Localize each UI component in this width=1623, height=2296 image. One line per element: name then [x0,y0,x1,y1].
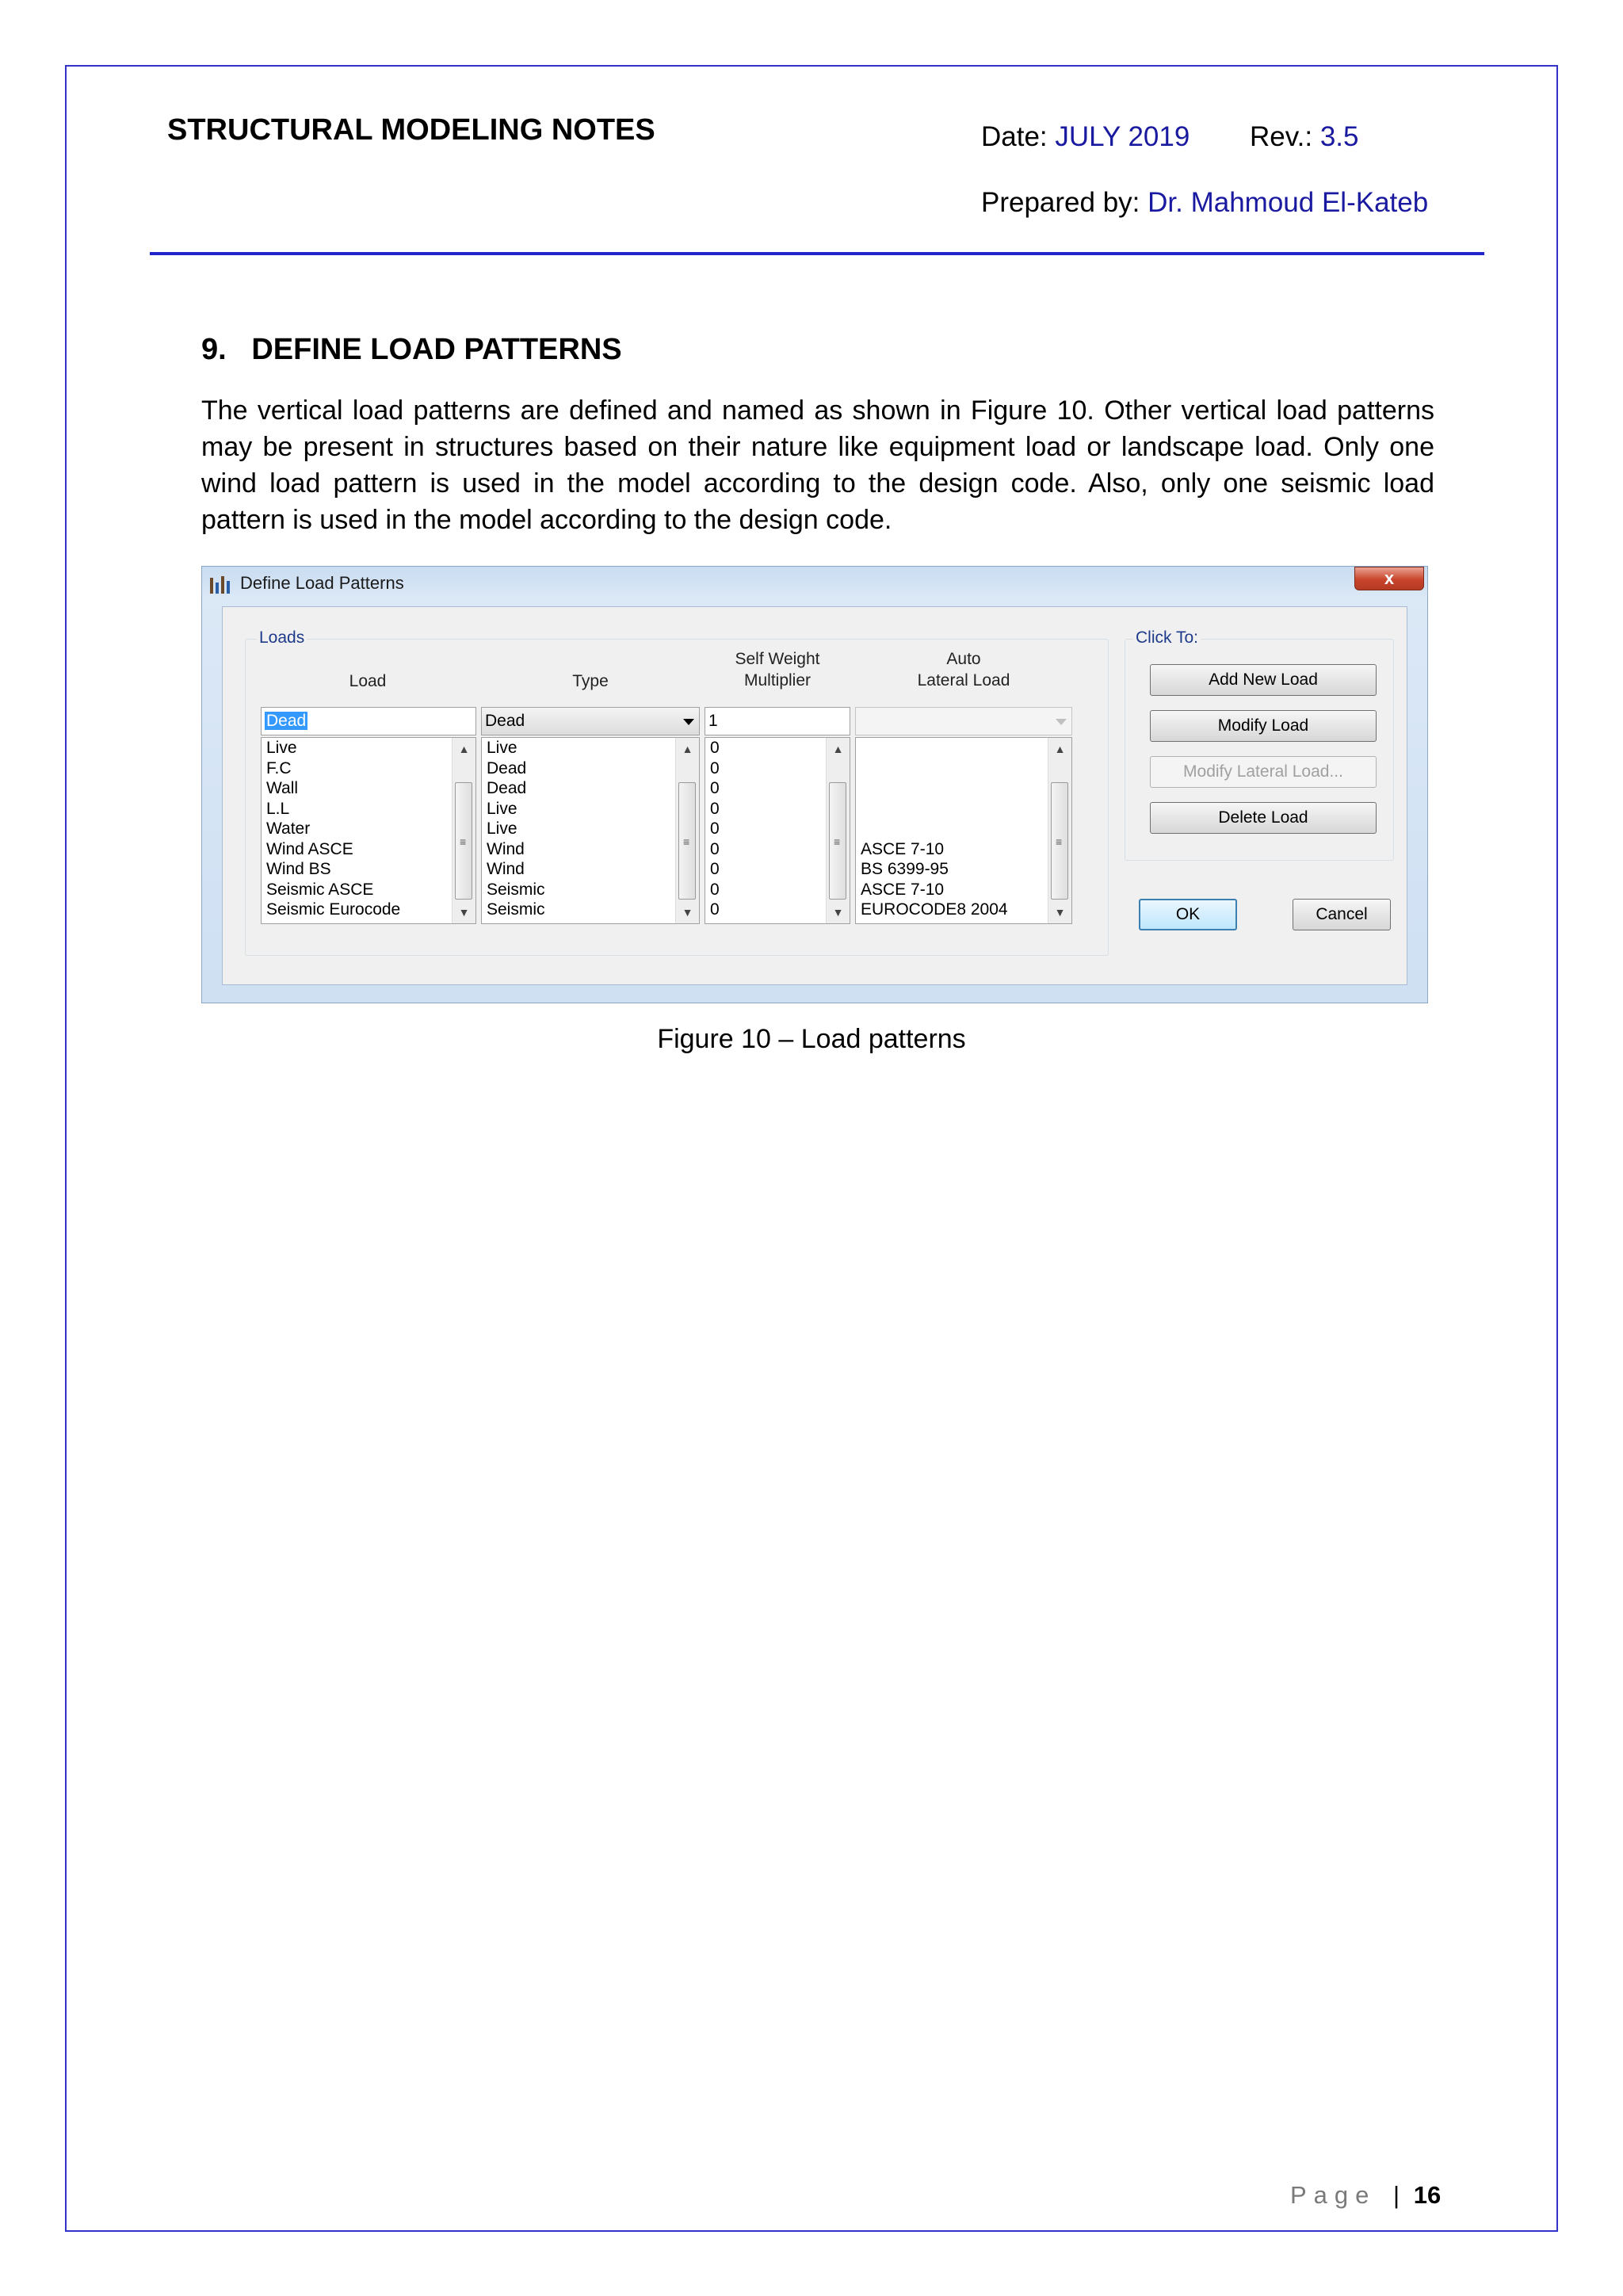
modify-lateral-load-button[interactable]: Modify Lateral Load... [1150,756,1377,788]
list-item[interactable]: 0 [710,739,720,757]
list-item[interactable]: Live [487,739,517,757]
list-item[interactable]: 0 [710,819,720,838]
page-number: 16 [1413,2181,1442,2209]
scroll-thumb[interactable] [1051,782,1068,900]
list-item[interactable]: EUROCODE8 2004 [861,900,1008,919]
load-list[interactable] [261,737,476,924]
column-header-load: Load [349,672,387,690]
column-header-type: Type [572,672,609,690]
type-list-items [482,738,699,920]
scroll-up-icon[interactable]: ▲ [682,743,693,755]
load-name-input[interactable] [261,707,476,735]
document-title: STRUCTURAL MODELING NOTES [167,113,655,147]
list-item[interactable]: 0 [710,880,720,899]
dialog-client-area [222,606,1407,985]
auto-lateral-list[interactable] [855,737,1072,924]
list-item[interactable]: BS 6399-95 [861,860,949,878]
figure-caption: Figure 10 – Load patterns [657,1024,966,1054]
list-item[interactable]: 0 [710,799,720,818]
scroll-down-icon[interactable]: ▼ [832,906,844,919]
header-date [981,121,1190,153]
grip-icon: ≡ [1056,835,1063,848]
dialog-title: Define Load Patterns [240,573,404,593]
list-item[interactable]: Wind [487,860,525,878]
list-item[interactable]: Wall [266,779,299,797]
self-weight-multiplier-input[interactable] [705,707,850,735]
auto-lateral-load-select[interactable] [855,707,1072,735]
list-item[interactable]: Wind ASCE [266,839,353,858]
scroll-thumb[interactable] [455,782,472,900]
list-item[interactable]: ASCE 7-10 [861,880,945,899]
scroll-thumb[interactable] [678,782,696,900]
header-revision [1250,121,1358,153]
scroll-up-icon[interactable]: ▲ [1054,743,1066,755]
list-item[interactable]: Wind [487,839,525,858]
rev-label: Rev.: [1250,121,1313,152]
load-name-value: Dead [266,712,307,730]
list-item[interactable]: Live [487,819,517,838]
list-item[interactable]: Live [266,739,297,757]
header-prepared-by [981,187,1428,219]
list-item[interactable]: Seismic [487,880,545,899]
list-item[interactable]: F.C [266,758,292,777]
define-load-patterns-dialog [201,566,1428,1003]
type-list[interactable] [481,737,700,924]
close-button[interactable]: x [1354,567,1424,590]
multiplier-list[interactable] [705,737,850,924]
list-item[interactable]: Seismic [487,900,545,919]
cancel-button[interactable]: Cancel [1293,899,1391,930]
prepared-label: Prepared by: [981,187,1140,218]
prepared-value: Dr. Mahmoud El-Kateb [1148,187,1429,218]
list-item[interactable]: Seismic ASCE [266,880,374,899]
auto-header-line-1: Auto [946,650,981,668]
scroll-down-icon[interactable]: ▼ [1054,906,1066,919]
load-type-select[interactable] [481,707,700,735]
date-value: JULY 2019 [1055,121,1190,152]
list-item[interactable]: Seismic Eurocode [266,900,401,919]
list-item[interactable]: Wind BS [266,860,331,878]
auto-header-line-2: Lateral Load [917,671,1010,690]
ok-button[interactable]: OK [1139,899,1237,930]
page-label: Page [1290,2181,1377,2209]
footer-separator: | [1393,2181,1400,2209]
scroll-down-icon[interactable]: ▼ [682,906,693,919]
list-item[interactable]: Dead [487,758,527,777]
date-label: Date: [981,121,1048,152]
list-item[interactable]: 0 [710,758,720,777]
list-item[interactable]: 0 [710,839,720,858]
multiplier-value: 1 [708,712,718,730]
list-item[interactable]: Water [266,819,311,838]
list-item[interactable] [856,799,1071,819]
scrollbar[interactable] [1048,738,1071,923]
list-item[interactable]: 0 [710,779,720,797]
click-to-label: Click To: [1133,628,1201,648]
list-item[interactable]: ASCE 7-10 [861,839,945,858]
rev-value: 3.5 [1319,121,1359,152]
scrollbar[interactable] [826,738,850,923]
multiplier-header-line-2: Multiplier [743,671,812,690]
list-item[interactable] [856,758,1071,779]
load-type-value: Dead [485,712,525,730]
scroll-down-icon[interactable]: ▼ [458,906,470,919]
page-border [65,65,1558,2232]
grip-icon: ≡ [683,835,690,848]
header-divider [150,252,1484,255]
section-heading: 9. DEFINE LOAD PATTERNS [201,333,622,366]
list-item[interactable]: 0 [710,860,720,878]
column-header-auto-lateral [855,648,1072,691]
list-item[interactable]: L.L [266,799,290,818]
scroll-thumb[interactable] [829,782,846,900]
modify-load-button[interactable]: Modify Load [1150,710,1377,742]
list-item[interactable]: Live [487,799,517,818]
scrollbar[interactable] [675,738,699,923]
grip-icon: ≡ [460,835,467,848]
list-item[interactable] [856,778,1071,799]
app-icon [208,575,232,595]
multiplier-header-line-1: Self Weight [735,650,820,668]
delete-load-button[interactable]: Delete Load [1150,802,1377,834]
scrollbar[interactable] [452,738,475,923]
section-paragraph: The vertical load patterns are defined and named as shown in Figure 10. Other vertical load patterns may be present in structures based on their nature like equipment load or landscape load. Only one wind load pattern is used in the model according to the design code. Also, only one seismic load pattern is used in the model according to the design code. [201,395,1434,535]
list-item[interactable]: 0 [710,900,720,919]
list-item[interactable]: Dead [487,779,527,797]
column-header-multiplier [705,648,850,691]
load-list-items [262,738,475,920]
loads-group-label: Loads [257,628,307,648]
page-footer [1290,2181,1441,2210]
chevron-down-icon [683,719,694,725]
chevron-down-icon [1056,719,1067,725]
list-item[interactable] [856,738,1071,758]
grip-icon: ≡ [834,835,841,848]
scroll-up-icon[interactable]: ▲ [832,743,844,755]
scroll-up-icon[interactable]: ▲ [458,743,470,755]
auto-lateral-list-items [856,738,1071,920]
add-new-load-button[interactable]: Add New Load [1150,664,1377,696]
list-item[interactable] [856,819,1071,839]
